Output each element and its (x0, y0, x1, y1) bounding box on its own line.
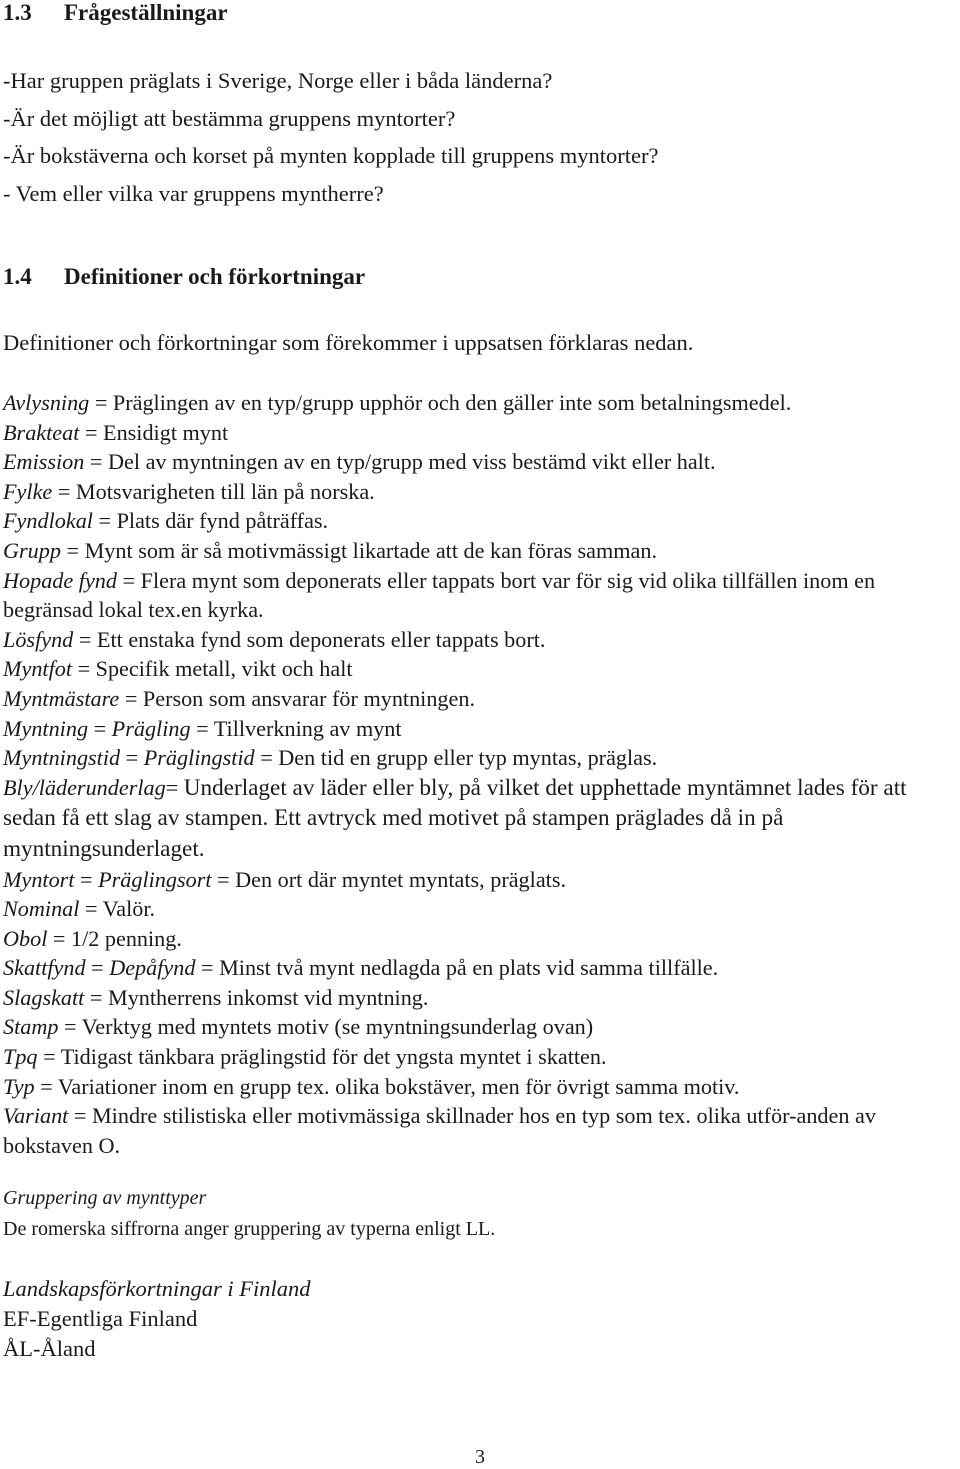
definition-term: Tpq (3, 1044, 38, 1070)
definition-term: Myntfot (3, 656, 73, 682)
definition-term: Fyndlokal (3, 508, 93, 534)
definition-separator: = (60, 537, 85, 563)
definition-term: Typ (3, 1073, 35, 1099)
definition-separator: = (88, 715, 112, 741)
definition-entry (3, 924, 960, 954)
question-item: - Vem eller vilka var gruppens myntherre? (3, 180, 384, 206)
definition-separator: = (190, 715, 214, 741)
definition-term: Lösfynd (3, 626, 74, 652)
definition-entry (3, 418, 960, 448)
definition-entry (3, 625, 960, 655)
definition-entry (3, 388, 960, 418)
question-list (3, 62, 960, 212)
definition-entry (3, 1072, 960, 1102)
definition-separator: = (72, 656, 96, 682)
definition-entry (3, 773, 960, 865)
definition-text: Underlaget av läder eller bly, på vilket det upphettade myntämnet lades för att sedan få ett slag av stampen. Ett avtryck med motivet på stampen präglades då in på myntningsunderlaget. (3, 774, 907, 862)
definition-text: Mindre stilistiska eller motivmässiga skillnader hos en typ som tex. olika utför-anden av bokstaven O. (3, 1103, 876, 1158)
definition-term: Fylke (3, 478, 53, 504)
definition-separator: = (89, 390, 113, 415)
definition-text: Tidigast tänkbara präglingstid för det yngsta myntet i skatten. (60, 1044, 607, 1070)
definition-term-alt: Präglingsort (98, 866, 212, 892)
definition-list (3, 388, 960, 1160)
definition-separator: = (34, 1073, 58, 1099)
definition-entry (3, 1101, 960, 1160)
definition-term: Myntning (3, 715, 89, 741)
definition-term: Stamp (3, 1014, 59, 1040)
definition-term: Myntningstid (3, 745, 121, 771)
definition-separator: = (165, 774, 184, 800)
definition-entry (3, 865, 960, 895)
question-item: -Är det möjligt att bestämma gruppens myntorter? (3, 105, 456, 131)
definition-separator: = (119, 685, 143, 711)
definition-separator: = (195, 955, 220, 981)
definition-term-alt: Depåfynd (109, 955, 196, 981)
definition-entry (3, 684, 960, 714)
definition-text: Variationer inom en grupp tex. olika bokstäver, men för övrigt samma motiv. (57, 1073, 740, 1099)
definition-term-alt: Präglingstid (143, 745, 255, 771)
definition-separator: = (84, 449, 108, 475)
definition-text: Tillverkning av mynt (213, 715, 402, 741)
definition-entry (3, 714, 960, 744)
question-item: -Har gruppen präglats i Sverige, Norge eller i båda länderna? (3, 68, 553, 93)
definition-separator: = (37, 1044, 61, 1070)
definition-text: 1/2 penning. (70, 925, 182, 951)
definition-entry (3, 477, 960, 507)
definition-separator: = (47, 925, 71, 951)
definition-text: Den ort där myntet myntats, präglats. (235, 866, 567, 892)
definition-term: Hopade fynd (3, 567, 117, 593)
definition-separator: = (73, 626, 97, 652)
definition-entry (3, 983, 960, 1013)
definition-entry (3, 1042, 960, 1072)
definition-text: Specifik metall, vikt och halt (95, 656, 353, 682)
definition-text: Motsvarigheten till län på norska. (75, 478, 375, 504)
definition-separator: = (92, 508, 117, 534)
section-number: 1.3 (3, 0, 32, 25)
definition-separator: = (85, 955, 110, 981)
definition-entry (3, 1012, 960, 1042)
definition-entry (3, 743, 960, 773)
definition-entry (3, 654, 960, 684)
section-number: 1.4 (3, 264, 32, 289)
definition-text: Valör. (102, 896, 156, 922)
definition-separator: = (79, 419, 104, 445)
definition-entry (3, 536, 960, 566)
definition-separator: = (84, 984, 108, 1010)
definition-text: Verktyg med myntets motiv (se myntningsunderlag ovan) (81, 1014, 594, 1040)
section-title: Definitioner och förkortningar (64, 264, 366, 289)
definition-term: Nominal (3, 896, 80, 922)
definition-entry (3, 506, 960, 536)
definition-separator: = (254, 745, 279, 771)
definition-text: Flera mynt som deponerats eller tappats bort var för sig vid olika tillfällen inom en begränsad lokal tex.en kyrka. (3, 567, 876, 623)
definition-term: Myntmästare (3, 685, 120, 711)
definition-term: Emission (3, 449, 85, 475)
definition-text: Del av myntningen av en typ/grupp med viss bestämd vikt eller halt. (107, 449, 716, 475)
definition-term: Skattfynd (3, 955, 86, 981)
question-item: -Är bokstäverna och korset på mynten kopplade till gruppens myntorter? (3, 143, 659, 168)
grouping-title: Gruppering av mynttyper (3, 1187, 207, 1209)
definition-entry (3, 566, 960, 625)
definition-separator: = (117, 567, 141, 593)
definition-entry (3, 953, 960, 983)
definition-text: Den tid en grupp eller typ myntas, präglas. (278, 745, 658, 771)
page-number: 3 (475, 1446, 485, 1468)
definition-term-alt: Prägling (111, 715, 191, 741)
definition-text: Minst två mynt nedlagda på en plats vid samma tillfälle. (219, 955, 719, 981)
definition-separator: = (74, 866, 99, 892)
section-heading-1-4 (3, 264, 960, 290)
definition-term: Slagskatt (3, 984, 85, 1010)
definition-separator: = (68, 1103, 92, 1129)
definition-term: Variant (3, 1103, 69, 1129)
definition-term: Obol (3, 925, 48, 951)
definition-text: Ett enstaka fynd som deponerats eller tappats bort. (96, 626, 546, 652)
definition-term: Myntort (3, 866, 75, 892)
definition-text: Myntherrens inkomst vid myntning. (107, 984, 429, 1010)
definition-separator: = (211, 866, 236, 892)
definition-term: Bly/läderunderlag (3, 774, 166, 800)
definition-text: Plats där fynd påträffas. (116, 508, 329, 534)
definition-entry (3, 447, 960, 477)
definition-separator: = (58, 1014, 82, 1040)
definition-term: Avlysning (3, 390, 90, 415)
section-heading-1-3 (3, 0, 960, 26)
landscape-item: ÅL-Åland (3, 1336, 96, 1361)
landscape-item: EF-Egentliga Finland (3, 1306, 198, 1331)
definition-term: Grupp (3, 537, 61, 563)
section-title: Frågeställningar (64, 0, 228, 25)
definition-separator: = (120, 745, 144, 771)
definition-text: Person som ansvarar för myntningen. (142, 685, 476, 711)
landscape-abbreviations (3, 1274, 960, 1364)
definition-text: Präglingen av en typ/grupp upphör och den gäller inte som betalningsmedel. (112, 390, 792, 415)
definition-separator: = (52, 478, 76, 504)
definition-text: Ensidigt mynt (103, 419, 229, 445)
definition-separator: = (79, 896, 103, 922)
grouping-text: De romerska siffrorna anger gruppering av typerna enligt LL. (3, 1218, 496, 1240)
definition-entry (3, 894, 960, 924)
definitions-intro: Definitioner och förkortningar som förekommer i uppsatsen förklaras nedan. (3, 330, 694, 355)
definition-term: Brakteat (3, 419, 80, 445)
landscape-title: Landskapsförkortningar i Finland (3, 1276, 311, 1301)
definition-text: Mynt som är så motivmässigt likartade att de kan föras samman. (84, 537, 657, 563)
